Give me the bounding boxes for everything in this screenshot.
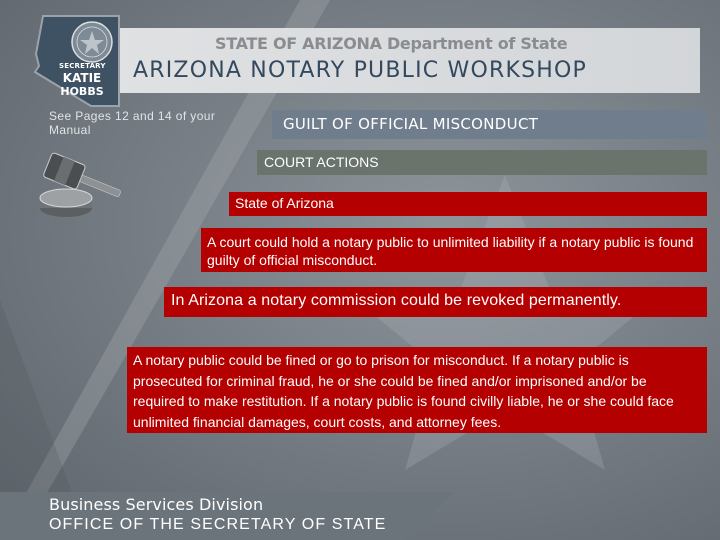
penalties-bar bbox=[127, 347, 707, 433]
footer bbox=[49, 495, 386, 535]
footer-division: Business Services Division bbox=[49, 495, 264, 514]
page-title: ARIZONA NOTARY PUBLIC WORKSHOP bbox=[133, 58, 588, 83]
seal-first-name: KATIE bbox=[62, 71, 102, 85]
banner-state-line: STATE OF ARIZONA Department of State bbox=[215, 34, 568, 53]
seal-last-name: HOBBS bbox=[60, 85, 104, 98]
manual-reference-note: See Pages 12 and 14 of your Manual bbox=[49, 109, 216, 137]
guilt-heading-bar bbox=[272, 110, 707, 139]
revocation-text: In Arizona a notary commission could be revoked permanently. bbox=[171, 292, 622, 309]
guilt-heading: GUILT OF OFFICIAL MISCONDUCT bbox=[283, 115, 539, 133]
state-label: State of Arizona bbox=[235, 195, 334, 211]
state-bar bbox=[229, 192, 707, 216]
header-banner bbox=[115, 28, 700, 93]
footer-office: OFFICE OF THE SECRETARY OF STATE bbox=[49, 516, 387, 533]
court-actions-label: COURT ACTIONS bbox=[264, 154, 379, 170]
revocation-bar bbox=[164, 287, 707, 317]
gavel-icon bbox=[38, 152, 128, 224]
penalties-text: A notary public could be fined or go to prison for misconduct. If a notary public is prosecuted for criminal fraud, he or she could be fined and/or imprisoned and/or be required to make restitution. If a notary public is found civilly liable, he or she could face unlimited financial damages, court costs, and attorney fees. bbox=[133, 352, 674, 430]
seal-secretary-label: SECRETARY bbox=[59, 62, 106, 70]
liability-bar bbox=[201, 228, 707, 272]
liability-text: A court could hold a notary public to unlimited liability if a notary public is found guilty of official misconduct. bbox=[207, 234, 694, 268]
court-actions-bar bbox=[257, 150, 707, 175]
